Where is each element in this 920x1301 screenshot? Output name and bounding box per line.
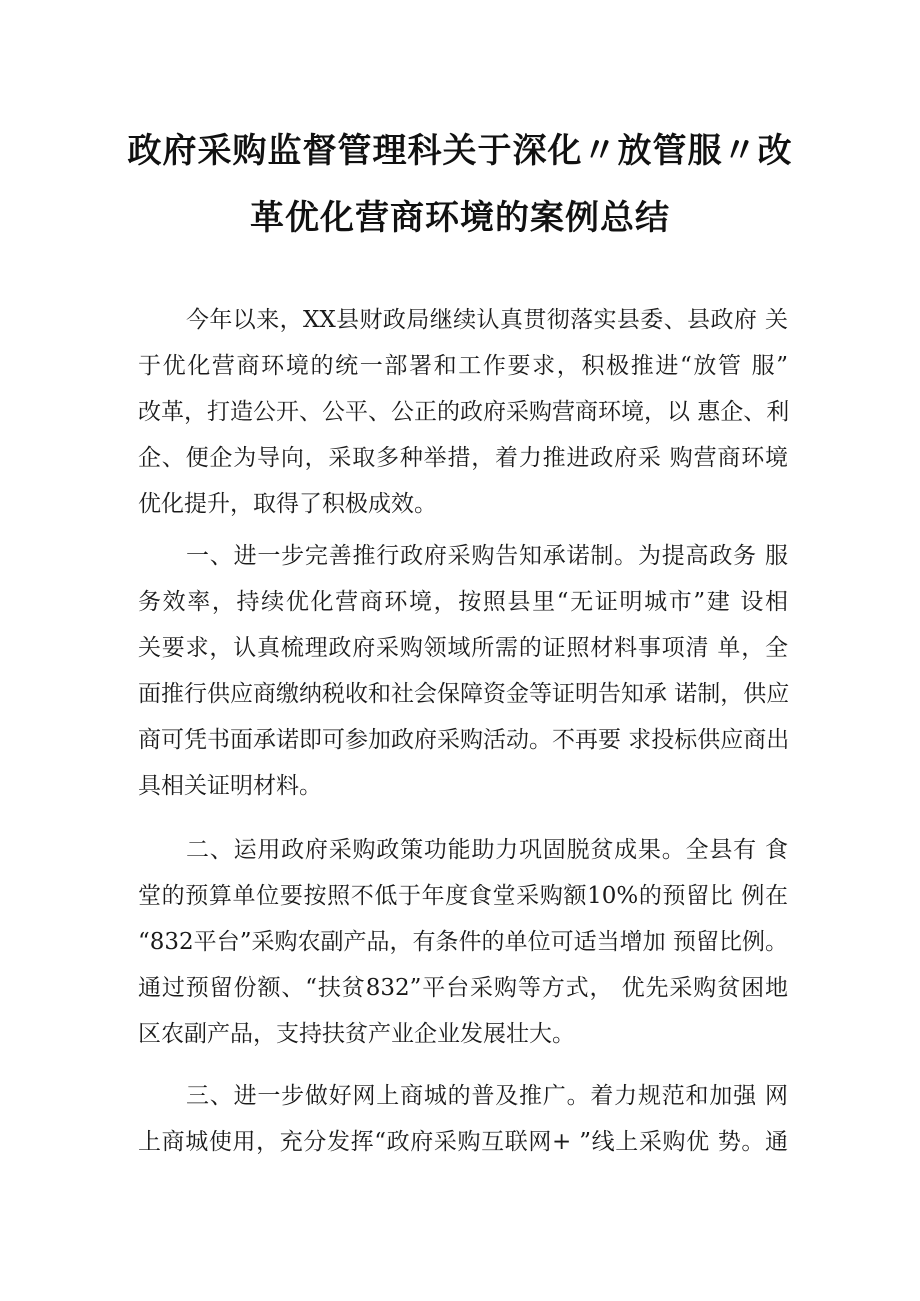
body-line: 堂的预算单位要按照不低于年度食堂采购额10%的预留比 例在 (138, 883, 788, 909)
body-line: 商可凭书面承诺即可参加政府采购活动。不再要 求投标供应商出 (138, 727, 790, 753)
body-line: 具相关证明材料。 (138, 773, 322, 799)
body-line: 面推行供应商缴纳税收和社会保障资金等证明告知承 诺制，供应 (138, 681, 790, 707)
body-line: 一、进一步完善推行政府采购告知承诺制。为提高政务 服 (186, 543, 788, 569)
body-line: 区农副产品，支持扶贫产业企业发展壮大。 (138, 1021, 575, 1047)
body-line: “832平台”采购农副产品，有条件的单位可适当增加 预留比例。 (138, 929, 788, 955)
body-line: 企、便企为导向，采取多种举措，着力推进政府采 购营商环境 (138, 445, 788, 471)
body-line: 今年以来，XX县财政局继续认真贯彻落实县委、县政府 关 (186, 307, 788, 333)
body-line: 二、运用政府采购政策功能助力巩固脱贫成果。全县有 食 (186, 837, 788, 863)
body-line: 关要求，认真梳理政府采购领域所需的证照材料事项清 单，全 (138, 635, 788, 661)
body-line: 于优化营商环境的统一部署和工作要求，积极推进“放管 服” (138, 353, 788, 379)
body-line: 通过预留份额、“扶贫832”平台采购等方式， 优先采购贫困地 (138, 975, 788, 1001)
body-line: 优化提升，取得了积极成效。 (138, 491, 437, 517)
document-title-line-2: 革优化营商环境的案例总结 (250, 198, 670, 238)
body-line: 三、进一步做好网上商城的普及推广。着力规范和加强 网 (186, 1083, 788, 1109)
body-line: 上商城使用，充分发挥“政府采购互联网+ ”线上采购优 势。通 (138, 1129, 788, 1155)
body-line: 务效率，持续优化营商环境，按照县里“无证明城市”建 设相 (138, 589, 788, 615)
body-line: 改革，打造公开、公平、公正的政府采购营商环境，以 惠企、利 (138, 399, 790, 425)
document-title-line-1: 政府采购监督管理科关于深化〃放管服〃改 (127, 131, 793, 171)
